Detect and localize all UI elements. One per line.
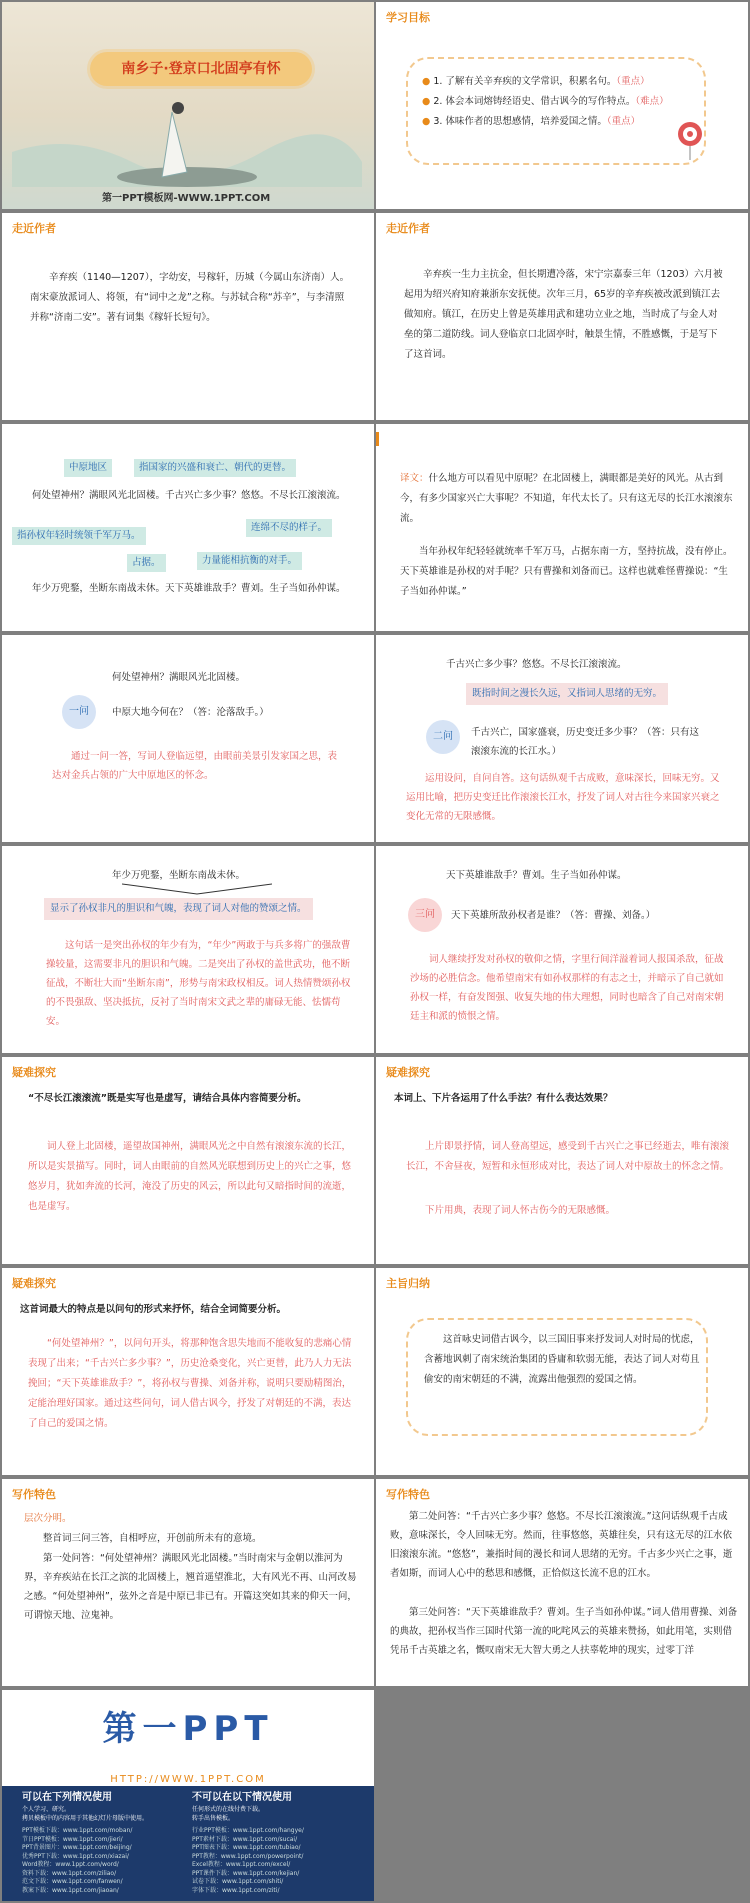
summary-text: 这首咏史词借古讽今，以三国旧事来抒发词人对时局的忧虑，含蓄地讽刺了南宋统治集团的昏庸和软弱无能，表达了词人对苟且偷安的南宋朝廷的不满，流露出他强烈的爱国之情。 bbox=[424, 1334, 700, 1385]
answer-text: 词人继续抒发对孙权的敬仰之情，字里行间洋溢着词人报国杀敌，征战沙场的必胜信念。他希望南宋有如孙权那样的有志之士，并暗示了自己就如孙权一样，有奋发图强、收复失地的伟大理想，同时也暗含了自己对南宋朝廷主和派的愤恨之情。 bbox=[410, 954, 724, 1022]
translation-text: 译文：什么地方可以看见中原呢？在北固楼上，满眼都是美好的风光。从古到今，有多少国家兴亡大事呢？不知道，年代太长了。只有这无尽的长江水滚滚东流。 bbox=[400, 473, 733, 524]
annotation-tag: 指国家的兴盛和衰亡、朝代的更替。 bbox=[134, 459, 296, 477]
poem-slide bbox=[2, 424, 374, 631]
link-item[interactable]: 范文下载：www.1ppt.com/fanwen/ bbox=[22, 1878, 123, 1885]
link-item[interactable]: 行业PPT模板：www.1ppt.com/hangye/ bbox=[192, 1827, 304, 1834]
allowed-column: 可以在下列情况使用 个人学习、研究。 拷贝模板中的内容用于其他幻灯片母版中使用。 PPT模板下载：www.1ppt.com/moban/ 节日PPT模板：www.1ppt.com/jieri/ PPT背景图片：www.1ppt.com/beijing/ 优秀PPT下载：www.1ppt.com/xiazai/ Word教程：www.1ppt.com/word/ 资料下载：www.1ppt.com/ziliao/ 范文下载：www.1ppt.com/fanwen/ 教案下载：www.1ppt.com/jiaoan/ bbox=[22, 1790, 192, 1895]
poem-line-2: 年少万兜鍪，坐断东南战未休。天下英雄谁敌手？曹刘。生子当如孙仲谋。 bbox=[32, 583, 346, 594]
difficult-1-slide bbox=[2, 1057, 374, 1264]
section-heading: 疑难探究 bbox=[12, 1066, 56, 1079]
author-heading: 走近作者 bbox=[12, 222, 56, 235]
goals-list bbox=[422, 72, 712, 132]
brace-line bbox=[122, 882, 272, 896]
question-head: 天下英雄谁敌手？曹刘。生子当如孙仲谋。 bbox=[446, 870, 627, 881]
author-text: 辛弃疾（1140—1207），字幼安，号稼轩，历城（今属山东济南）人。南宋豪放派词人、将领，有“词中之龙”之称。与苏轼合称“苏辛”，与李清照并称“济南二安”。著有词集《稼轩长短句》。 bbox=[30, 272, 350, 323]
answer-text: 上片即景抒情，词人登高望远，感受到千古兴亡之事已经逝去，唯有滚滚长江，不舍昼夜，短暂和永恒形成对比，表达了词人对中原故土的怀念之情。 bbox=[406, 1141, 730, 1172]
question-2-slide bbox=[376, 635, 748, 842]
author-text: 辛弃疾一生力主抗金，但长期遭冷落，宋宁宗嘉泰三年（1203）六月被起用为绍兴府知府兼浙东安抚使。次年三月，65岁的辛弃疾被改派到镇江去做知府。镇江，在历史上曾是英雄用武和建功立业之地，当时成了与金人对垒的第二道防线。词人登临京口北固亭时，触景生情，不胜感慨，于是写下了这首词。 bbox=[404, 269, 723, 360]
question-text: 中原大地今何在？（答：沦落敌手。） bbox=[112, 707, 269, 718]
writing-1-slide bbox=[2, 1479, 374, 1686]
annotation-tag: 占据。 bbox=[127, 554, 166, 572]
footer-slide bbox=[2, 1690, 374, 1901]
link-item[interactable]: 字体下载：www.1ppt.com/ziti/ bbox=[192, 1886, 280, 1894]
question-text: “不尽长江滚滚流”既是实写也是虚写，请结合具体内容简要分析。 bbox=[28, 1093, 307, 1104]
question-3-slide bbox=[2, 846, 374, 1053]
poem-line-1: 何处望神州？满眼风光北固楼。千古兴亡多少事？悠悠。不尽长江滚滚流。 bbox=[32, 490, 346, 501]
link-item[interactable]: Excel教程：www.1ppt.com/excel/ bbox=[192, 1861, 291, 1868]
link-item[interactable]: PPT图表下载：www.1ppt.com/tubiao/ bbox=[192, 1844, 301, 1851]
cover-title: 南乡子·登京口北固亭有怀 bbox=[90, 52, 312, 86]
question-text: 本词上、下片各运用了什么手法？有什么表达效果？ bbox=[394, 1093, 613, 1104]
question-bubble: 二问 bbox=[426, 720, 460, 754]
answer-text-2: 下片用典，表现了词人怀古伤今的无限感慨。 bbox=[425, 1205, 616, 1216]
link-item[interactable]: PPT教程：www.1ppt.com/powerpoint/ bbox=[192, 1852, 304, 1860]
difficult-3-slide bbox=[2, 1268, 374, 1475]
question-head: 年少万兜鍪，坐断东南战未休。 bbox=[112, 870, 246, 881]
section-heading: 写作特色 bbox=[12, 1488, 56, 1501]
question-text: 天下英雄所敌孙权者是谁？（答：曹操、刘备。） bbox=[451, 910, 656, 921]
section-heading: 主旨归纳 bbox=[386, 1277, 430, 1290]
section-heading: 疑难探究 bbox=[386, 1066, 430, 1079]
paragraph-2: 第一处问答：“何处望神州？满眼风光北固楼。”当时南宋与金朝以淮河为界，辛弃疾站在长江之滨的北固楼上，翘首遥望淮北，大有风光不再、山河改易之感。“何处望神州”，弦外之音是中原已非已有。开篇这突如其来的仰天一问，可谓惊天地、泣鬼神。 bbox=[24, 1553, 357, 1621]
site-logo: 第一PPT bbox=[102, 1709, 274, 1749]
paragraph-1: 整首词三问三答，自相呼应，开创前所未有的意境。 bbox=[43, 1533, 262, 1544]
annotation-tag: 力量能相抗衡的对手。 bbox=[197, 552, 302, 570]
accent-bar bbox=[376, 432, 379, 446]
paragraph-1: 第二处问答：“千古兴亡多少事？悠悠。不尽长江滚滚流。”这问话纵观千古成败，意味深长，令人回味无穷。然而，往事悠悠，英雄往矣，只有这无尽的江水依旧滚滚东流。“悠悠”，兼指时间的漫长和词人思绪的无穷。千古多少兴亡之事，逝者如斯，而词人心中的愁思和感慨，正恰似这长流不息的江水。 bbox=[390, 1511, 733, 1579]
link-item[interactable]: 优秀PPT下载：www.1ppt.com/xiazai/ bbox=[22, 1852, 129, 1860]
translation-slide bbox=[376, 424, 748, 631]
paragraph-2: 第三处问答：“天下英雄谁敌手？曹刘。生子当如孙仲谋。”词人借用曹操、刘备的典故，把孙权当作三国时代第一流的叱咤风云的英雄来赞扬，如此用笔，实则借凭吊千古英雄之名，慨叹南宋无大智大勇之人扶辜乾坤的现实，过零丁洋 bbox=[390, 1607, 738, 1656]
annotation-tag: 连绵不尽的样子。 bbox=[246, 519, 332, 537]
question-text: 千古兴亡，国家盛衰，历史变迁多少事？（答：只有这滚滚东流的长江水。） bbox=[471, 727, 700, 757]
link-item[interactable]: PPT模板下载：www.1ppt.com/moban/ bbox=[22, 1827, 133, 1834]
link-item[interactable]: Word教程：www.1ppt.com/word/ bbox=[22, 1861, 119, 1868]
question-bubble: 一问 bbox=[62, 695, 96, 729]
answer-text: 运用设问，自问自答。这句话纵观千古成败，意味深长，回味无穷。又运用比喻，把历史变迁比作滚滚长江水，抒发了词人对古往今来国家兴衰之变化无常的无限感慨。 bbox=[406, 773, 720, 822]
annotation-tag: 指孙权年轻时统领千军万马。 bbox=[12, 527, 146, 545]
not-allowed-column: 不可以在以下情况使用 任何形式的在线付费下载。 转手出售模板。 行业PPT模板：www.1ppt.com/hangye/ PPT素材下载：www.1ppt.com/sucai/ PPT图表下载：www.1ppt.com/tubiao/ PPT教程：www.1ppt.com/powerpoint/ Excel教程：www.1ppt.com/excel/ PPT课件下载：www.1ppt.com/kejian/ 试卷下载：www.1ppt.com/shiti/ 字体下载：www.1ppt.com/ziti/ bbox=[192, 1790, 362, 1895]
author-slide-2 bbox=[376, 213, 748, 420]
cover-slide bbox=[2, 2, 374, 209]
answer-text: 这句话一是突出孙权的年少有为，“年少”两敢于与兵多将广的强敌曹操较量，这需要非凡的胆识和气魄。二是突出了孙权的盖世武功，他不断征战，不断壮大而“坐断东南”，形势与南宋政权相反。词人热情赞颂孙权的不畏强敌、坚决抵抗，反衬了当时南宋文武之辈的庸碌无能、怯懦苟安。 bbox=[46, 940, 351, 1027]
section-heading: 写作特色 bbox=[386, 1488, 430, 1501]
question-bubble: 三问 bbox=[408, 898, 442, 932]
translation-text-2: 当年孙权年纪轻轻就统率千军万马，占据东南一方，坚持抗战，没有停止。天下英雄谁是孙权的对手呢？只有曹操和刘备而已。这样也就难怪曹操说：“生子当如孙仲谋。” bbox=[400, 546, 733, 597]
link-item[interactable]: 资料下载：www.1ppt.com/ziliao/ bbox=[22, 1869, 117, 1877]
section-heading: 疑难探究 bbox=[12, 1277, 56, 1290]
answer-text: 通过一问一答，写词人登临远望，由眼前美景引发家国之思，表达对金兵占领的广大中原地区的怀念。 bbox=[52, 751, 338, 781]
question-head: 千古兴亡多少事？悠悠。不尽长江滚滚流。 bbox=[446, 659, 627, 670]
target-icon bbox=[676, 120, 706, 160]
goals-slide bbox=[376, 2, 748, 209]
summary-slide bbox=[376, 1268, 748, 1475]
link-item[interactable]: PPT背景图片：www.1ppt.com/beijing/ bbox=[22, 1844, 132, 1851]
usage-panel bbox=[2, 1786, 374, 1901]
difficult-2-slide bbox=[376, 1057, 748, 1264]
cover-illustration bbox=[12, 92, 362, 187]
writing-2-slide bbox=[376, 1479, 748, 1686]
goal-item: ● 2. 体会本词熔铸经语史、借古讽今的写作特点。（难点） bbox=[422, 96, 669, 107]
link-item[interactable]: PPT课件下载：www.1ppt.com/kejian/ bbox=[192, 1869, 300, 1877]
goal-item: ● 1. 了解有关辛弃疾的文学常识，积累名句。（重点） bbox=[422, 76, 650, 87]
goals-heading: 学习目标 bbox=[386, 11, 430, 24]
link-item[interactable]: 教案下载：www.1ppt.com/jiaoan/ bbox=[22, 1886, 119, 1894]
question-text: 这首词最大的特点是以问句的形式来抒怀，结合全词简要分析。 bbox=[20, 1304, 287, 1315]
question-4-slide bbox=[376, 846, 748, 1053]
link-item[interactable]: 试卷下载：www.1ppt.com/shiti/ bbox=[192, 1878, 284, 1885]
annotation-tag: 中原地区 bbox=[64, 459, 112, 477]
author-slide-1 bbox=[2, 213, 374, 420]
subheading: 层次分明。 bbox=[24, 1513, 72, 1524]
answer-text: “何处望神州？”，以问句开头，将那种饱含思失地而不能收复的悲痛心情表现了出来；“千古兴亡多少事？”，历史沧桑变化，兴亡更替，此乃人力无法挽回；“天下英雄谁敌手？”，将孙权与曹操、刘备并称，说明只要励精图治，定能治理好国家。通过这些问句，词人借古讽今，抒发了对朝廷的不满，表达了自己的爱国之情。 bbox=[28, 1338, 352, 1429]
goal-item: ● 3. 体味作者的思想感情，培养爱国之情。（重点） bbox=[422, 116, 641, 127]
link-item[interactable]: PPT素材下载：www.1ppt.com/sucai/ bbox=[192, 1835, 298, 1843]
highlight-note: 显示了孙权非凡的胆识和气魄，表现了词人对他的赞颂之情。 bbox=[44, 898, 313, 920]
question-head: 何处望神州？满眼风光北固楼。 bbox=[112, 672, 246, 683]
answer-text: 词人登上北固楼，遥望故国神州，满眼风光之中自然有滚滚东流的长江，所以是实景描写。同时，词人由眼前的自然风光联想到历史上的兴亡之事，悠悠岁月，犹如奔流的长河，淹没了历史的风云，所以此句又暗指时间的流逝，也是虚写。 bbox=[28, 1141, 352, 1212]
author-heading: 走近作者 bbox=[386, 222, 430, 235]
site-url: HTTP://WWW.1PPT.COM bbox=[110, 1774, 266, 1785]
question-1-slide bbox=[2, 635, 374, 842]
cover-credit: 第一PPT模板网-WWW.1PPT.COM bbox=[102, 193, 271, 204]
link-item[interactable]: 节日PPT模板：www.1ppt.com/jieri/ bbox=[22, 1835, 123, 1843]
highlight-note: 既指时间之漫长久远，又指词人思绪的无穷。 bbox=[466, 683, 668, 705]
